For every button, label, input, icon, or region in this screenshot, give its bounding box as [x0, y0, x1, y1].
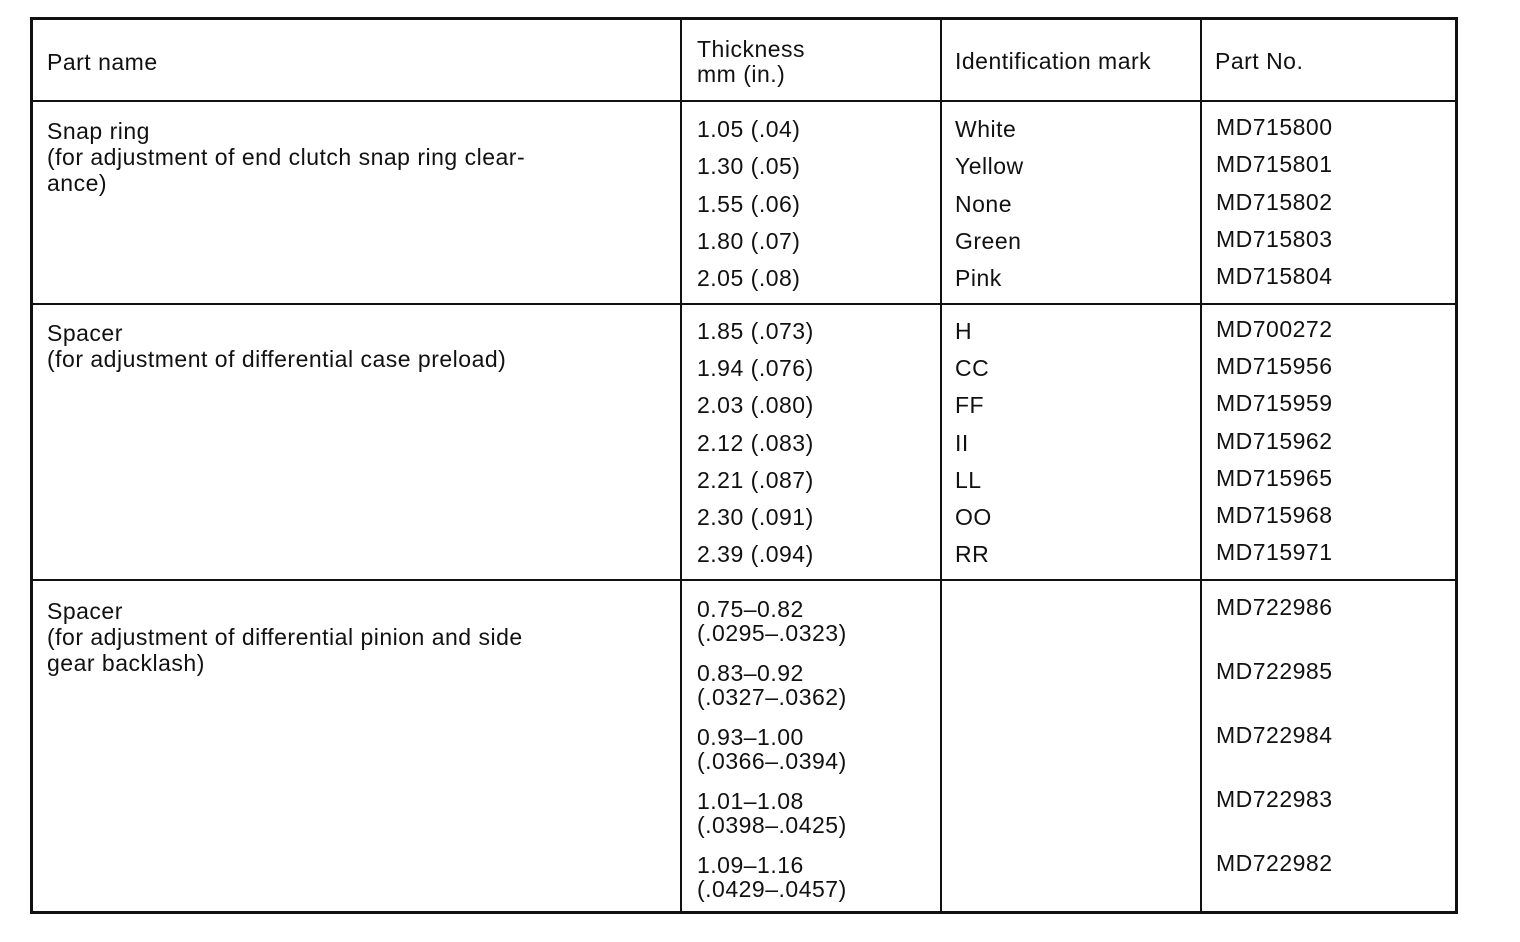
thickness-range-in: (.0429–.0457): [697, 876, 847, 902]
group-divider: [33, 579, 1455, 581]
part-number-value: MD700272: [1216, 316, 1333, 342]
part-number-value: MD715959: [1216, 390, 1333, 416]
thickness-value: 2.12 (.083): [697, 430, 814, 456]
part-number-value: MD722983: [1216, 786, 1333, 812]
part-number-value: MD722986: [1216, 594, 1333, 620]
part-number-value: MD715971: [1216, 539, 1333, 565]
thickness-value: 2.39 (.094): [697, 541, 814, 567]
thickness-range-mm: 0.93–1.00: [697, 724, 804, 750]
part-number-value: MD715802: [1216, 189, 1333, 215]
thickness-range-mm: 0.83–0.92: [697, 660, 804, 686]
part-name-line: Spacer: [47, 320, 123, 346]
group-part-name: [47, 118, 525, 196]
header-thickness-line2: mm (in.): [697, 61, 786, 87]
thickness-range-in: (.0327–.0362): [697, 684, 847, 710]
part-number-value: MD715956: [1216, 353, 1333, 379]
group-part-name: [47, 320, 506, 372]
thickness-value: 1.05 (.04): [697, 116, 801, 142]
thickness-range-mm: 1.09–1.16: [697, 852, 804, 878]
identification-mark-value: OO: [955, 504, 992, 530]
header-part-name: Part name: [47, 49, 158, 75]
identification-mark-value: White: [955, 116, 1017, 142]
thickness-value: 2.05 (.08): [697, 265, 801, 291]
part-number-value: MD722982: [1216, 850, 1333, 876]
header-thickness-line1: Thickness: [697, 36, 806, 62]
thickness-value: 2.21 (.087): [697, 467, 814, 493]
part-number-value: MD715804: [1216, 263, 1333, 289]
thickness-range-in: (.0398–.0425): [697, 812, 847, 838]
part-number-value: MD722984: [1216, 722, 1333, 748]
part-name-line: gear backlash): [47, 650, 205, 676]
part-number-value: MD715965: [1216, 465, 1333, 491]
identification-mark-value: None: [955, 191, 1012, 217]
column-divider: [940, 20, 942, 911]
identification-mark-value: FF: [955, 392, 985, 418]
part-number-value: MD715800: [1216, 114, 1333, 140]
thickness-range-mm: 0.75–0.82: [697, 596, 804, 622]
thickness-value: 1.55 (.06): [697, 191, 801, 217]
part-number-value: MD715968: [1216, 502, 1333, 528]
part-number-value: MD715801: [1216, 151, 1333, 177]
part-number-value: MD715803: [1216, 226, 1333, 252]
column-divider: [1200, 20, 1202, 911]
thickness-range-in: (.0366–.0394): [697, 748, 847, 774]
header-part-no: Part No.: [1215, 48, 1304, 74]
part-name-line: (for adjustment of differential pinion and side: [47, 624, 523, 650]
part-name-line: ance): [47, 170, 108, 196]
column-divider: [680, 20, 682, 911]
identification-mark-value: H: [955, 318, 973, 344]
header-thickness: [697, 37, 805, 87]
part-name-line: (for adjustment of end clutch snap ring clear-: [47, 144, 526, 170]
thickness-value: 2.03 (.080): [697, 392, 814, 418]
part-name-line: Spacer: [47, 598, 123, 624]
thickness-range-mm: 1.01–1.08: [697, 788, 804, 814]
part-name-line: (for adjustment of differential case preload): [47, 346, 507, 372]
part-number-value: MD722985: [1216, 658, 1333, 684]
identification-mark-value: Pink: [955, 265, 1002, 291]
header-identification-mark: Identification mark: [955, 48, 1152, 74]
identification-mark-value: II: [955, 430, 969, 456]
group-part-name: [47, 598, 523, 676]
part-number-value: MD715962: [1216, 428, 1333, 454]
identification-mark-value: CC: [955, 355, 990, 381]
parts-table: [30, 17, 1458, 914]
header-divider: [33, 100, 1455, 102]
identification-mark-value: Green: [955, 228, 1022, 254]
identification-mark-value: Yellow: [955, 153, 1024, 179]
thickness-value: 1.85 (.073): [697, 318, 814, 344]
thickness-range-in: (.0295–.0323): [697, 620, 847, 646]
identification-mark-value: LL: [955, 467, 982, 493]
thickness-value: 1.30 (.05): [697, 153, 801, 179]
thickness-value: 1.80 (.07): [697, 228, 801, 254]
thickness-value: 1.94 (.076): [697, 355, 814, 381]
identification-mark-value: RR: [955, 541, 990, 567]
group-divider: [33, 303, 1455, 305]
thickness-value: 2.30 (.091): [697, 504, 814, 530]
part-name-line: Snap ring: [47, 118, 150, 144]
